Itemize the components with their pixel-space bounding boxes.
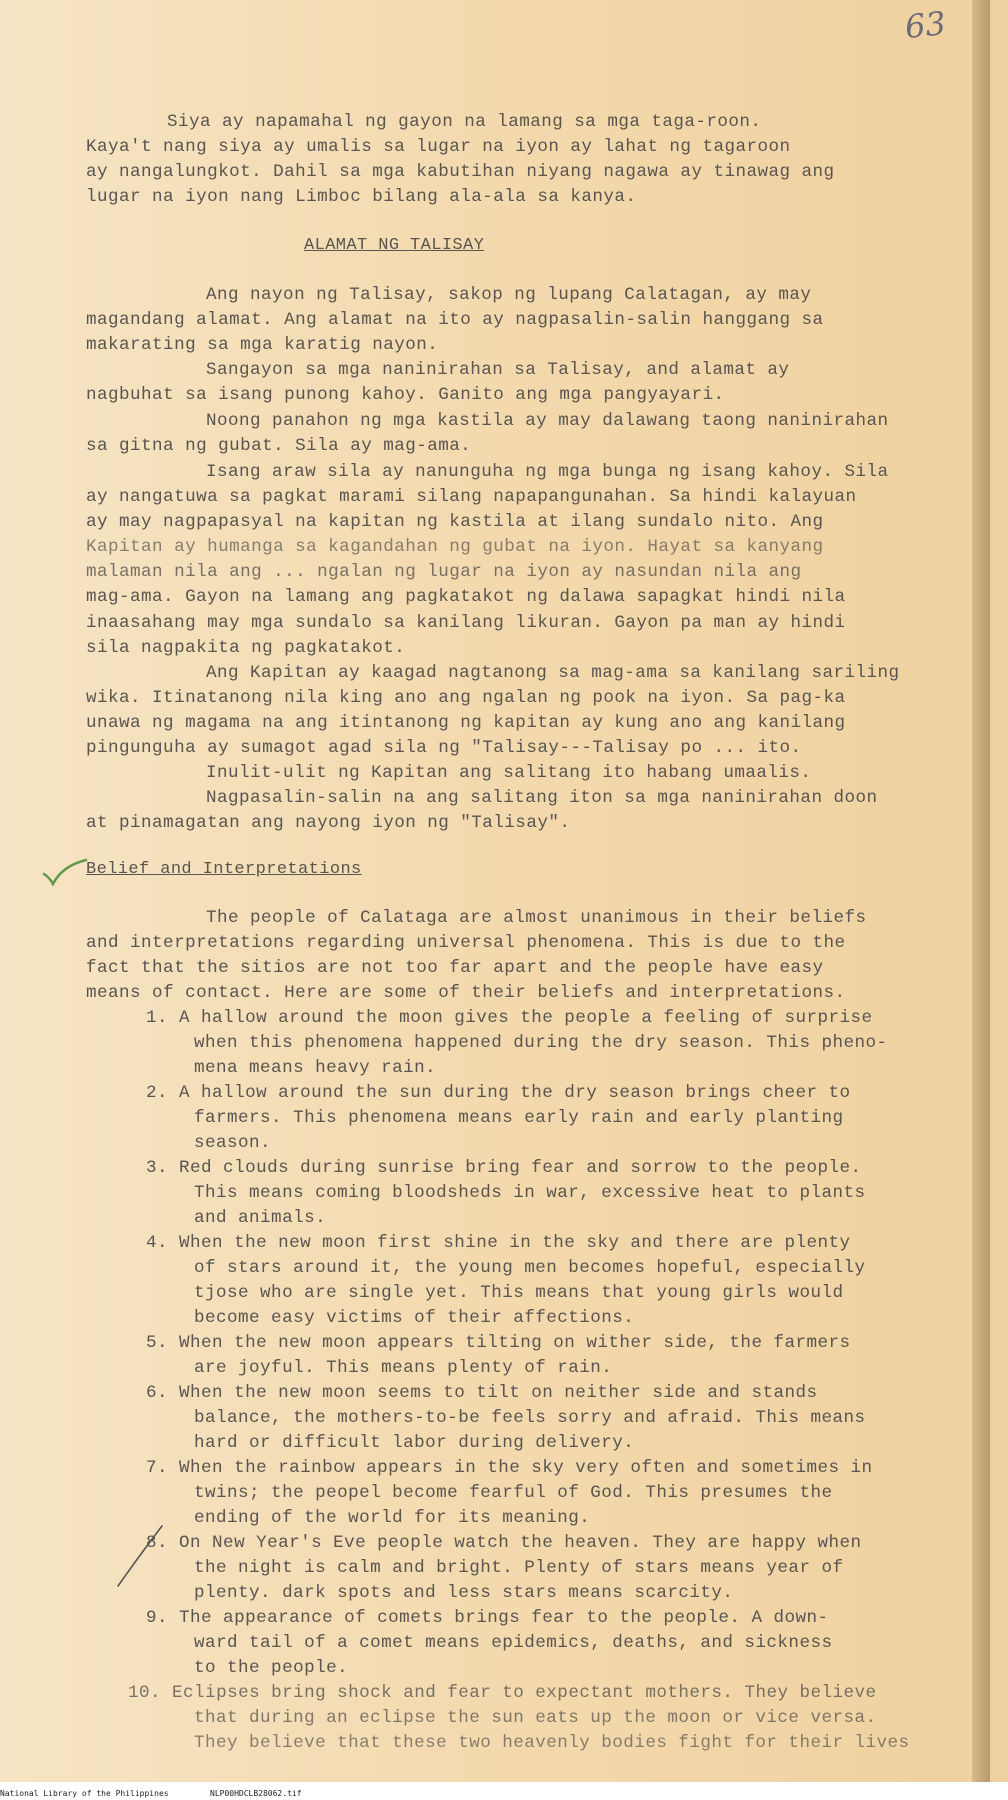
- text-line: lugar na iyon nang Limboc bilang ala-ala sa kanya.: [86, 187, 637, 207]
- text-line: Kaya't nang siya ay umalis sa lugar na iyon ay lahat ng tagaroon: [86, 137, 791, 157]
- text-line: and animals.: [194, 1208, 327, 1228]
- text-line: at pinamagatan ang nayong iyon ng "Talisay".: [86, 813, 571, 833]
- text-line: Isang araw sila ay nanunguha ng mga bunga ng isang kahoy. Sila: [206, 462, 889, 482]
- list-item: 2. A hallow around the sun during the dry season brings cheer to: [146, 1083, 851, 1103]
- text-line: farmers. This phenomena means early rain and early planting: [194, 1108, 844, 1128]
- text-line: ay nangatuwa sa pagkat marami silang napapangunahan. Sa hindi kalayuan: [86, 487, 857, 507]
- text-line: the night is calm and bright. Plenty of stars means year of: [194, 1558, 844, 1578]
- text-line: The people of Calataga are almost unanimous in their beliefs: [206, 908, 867, 928]
- text-line: ay nangalungkot. Dahil sa mga kabutihan niyang nagawa ay tinawag ang: [86, 162, 835, 182]
- text-line: They believe that these two heavenly bodies fight for their lives: [194, 1733, 910, 1753]
- text-line: hard or difficult labor during delivery.: [194, 1433, 635, 1453]
- list-item: 9. The appearance of comets brings fear to the people. A down-: [146, 1608, 829, 1628]
- text-line: This means coming bloodsheds in war, excessive heat to plants: [194, 1183, 866, 1203]
- list-item: 3. Red clouds during sunrise bring fear and sorrow to the people.: [146, 1158, 862, 1178]
- section-title-alamat: ALAMAT NG TALISAY: [304, 236, 485, 255]
- text-line: season.: [194, 1133, 272, 1153]
- text-line: ending of the world for its meaning.: [194, 1508, 591, 1528]
- text-line: when this phenomena happened during the dry season. This pheno-: [194, 1033, 888, 1053]
- footer-source: National Library of the Philippines: [0, 1789, 169, 1798]
- list-item: 6. When the new moon seems to tilt on neither side and stands: [146, 1383, 818, 1403]
- text-line: Noong panahon ng mga kastila ay may dalawang taong naninirahan: [206, 411, 889, 431]
- text-line: plenty. dark spots and less stars means scarcity.: [194, 1583, 734, 1603]
- text-line: magandang alamat. Ang alamat na ito ay nagpasalin-salin hanggang sa: [86, 310, 824, 330]
- list-item: 5. When the new moon appears tilting on wither side, the farmers: [146, 1333, 851, 1353]
- text-line: means of contact. Here are some of their beliefs and interpretations.: [86, 983, 846, 1003]
- list-item: 10. Eclipses bring shock and fear to expectant mothers. They believe: [128, 1683, 877, 1703]
- text-line: are joyful. This means plenty of rain.: [194, 1358, 613, 1378]
- page-edge: [972, 0, 990, 1782]
- text-line: wika. Itinatanong nila king ano ang ngalan ng pook na iyon. Sa pag-ka: [86, 688, 846, 708]
- footer-filename: NLP00HDCLB28062.tif: [210, 1789, 302, 1798]
- text-line: sa gitna ng gubat. Sila ay mag-ama.: [86, 436, 472, 456]
- text-line: become easy victims of their affections.: [194, 1308, 635, 1328]
- text-line: Kapitan ay humanga sa kagandahan ng gubat na iyon. Hayat sa kanyang: [86, 537, 824, 557]
- page-number: 63: [903, 3, 948, 47]
- text-line: tjose who are single yet. This means that young girls would: [194, 1283, 844, 1303]
- text-line: nagbuhat sa isang punong kahoy. Ganito ang mga pangyayari.: [86, 385, 725, 405]
- text-line: and interpretations regarding universal phenomena. This is due to the: [86, 933, 846, 953]
- text-line: twins; the peopel become fearful of God. This presumes the: [194, 1483, 833, 1503]
- text-line: malaman nila ang ... ngalan ng lugar na iyon ay nasundan nila ang: [86, 562, 802, 582]
- text-line: Nagpasalin-salin na ang salitang iton sa mga naninirahan doon: [206, 788, 878, 808]
- text-line: Sangayon sa mga naninirahan sa Talisay, and alamat ay: [206, 360, 790, 380]
- list-item: 4. When the new moon first shine in the sky and there are plenty: [146, 1233, 851, 1253]
- list-item: 1. A hallow around the moon gives the people a feeling of surprise: [146, 1008, 873, 1028]
- text-line: Ang nayon ng Talisay, sakop ng lupang Calatagan, ay may: [206, 285, 812, 305]
- list-item: 8. On New Year's Eve people watch the heaven. They are happy when: [146, 1533, 862, 1553]
- check-mark-icon: [40, 856, 90, 886]
- text-line: Siya ay napamahal ng gayon na lamang sa mga taga-roon.: [167, 112, 762, 132]
- text-line: to the people.: [194, 1658, 349, 1678]
- text-line: sila nagpakita ng pagkatakot.: [86, 638, 406, 658]
- text-line: fact that the sitios are not too far apart and the people have easy: [86, 958, 824, 978]
- text-line: pingunguha ay sumagot agad sila ng "Talisay---Talisay po ... ito.: [86, 738, 802, 758]
- text-line: ward tail of a comet means epidemics, deaths, and sickness: [194, 1633, 833, 1653]
- text-line: makarating sa mga karatig nayon.: [86, 335, 439, 355]
- text-line: mena means heavy rain.: [194, 1058, 437, 1078]
- scan-footer: [0, 1789, 302, 1798]
- text-line: unawa ng magama na ang itintanong ng kapitan ay kung ano ang kanilang: [86, 713, 846, 733]
- text-line: balance, the mothers-to-be feels sorry and afraid. This means: [194, 1408, 866, 1428]
- section-title-beliefs: Belief and Interpretations: [86, 860, 362, 879]
- text-line: ay may nagpapasyal na kapitan ng kastila at ilang sundalo nito. Ang: [86, 512, 824, 532]
- text-line: that during an eclipse the sun eats up the moon or vice versa.: [194, 1708, 877, 1728]
- list-item: 7. When the rainbow appears in the sky very often and sometimes in: [146, 1458, 873, 1478]
- text-line: Inulit-ulit ng Kapitan ang salitang ito habang umaalis.: [206, 763, 812, 783]
- text-line: Ang Kapitan ay kaagad nagtanong sa mag-ama sa kanilang sariling: [206, 663, 900, 683]
- text-line: of stars around it, the young men becomes hopeful, especially: [194, 1258, 866, 1278]
- text-line: mag-ama. Gayon na lamang ang pagkatakot ng dalawa sapagkat hindi nila: [86, 587, 846, 607]
- text-line: inaasahang may mga sundalo sa kanilang likuran. Gayon pa man ay hindi: [86, 613, 846, 633]
